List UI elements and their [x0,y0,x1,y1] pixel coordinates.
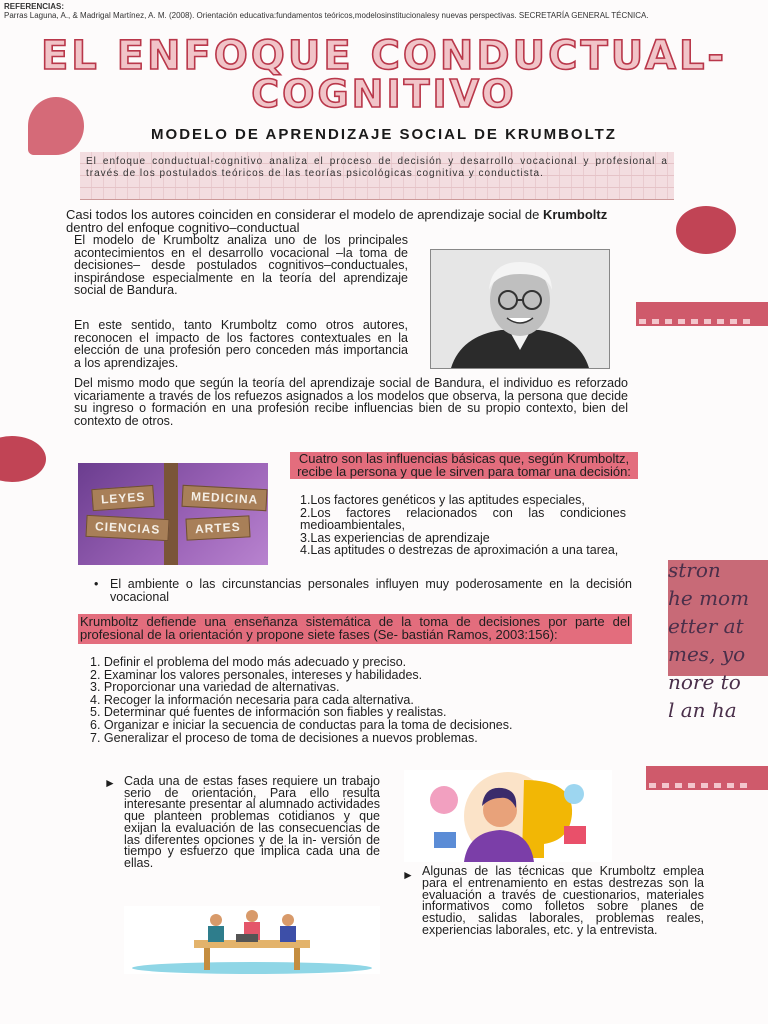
decorative-strip-2 [646,766,768,790]
arrow-icon: ► [104,776,116,790]
phases-list [90,656,640,744]
influences-bullet-text: El ambiente o las circunstancias personales influyen muy poderosamente en la decisión vocacional [110,577,632,604]
note-techniques: Algunas de las técnicas que Krumboltz emplea para el entrenamiento en estas destrezas son la evaluación a través de cuestionarios, materiales informativos como folletos sobre planes de estudio, salidas laborales, problemas reales, experiencias laborales, etc. y la entrevista. [422,864,704,937]
letter-line: mes, yo [668,642,746,666]
sign-leyes: LEYES [91,485,155,511]
page-title-line2: COGNITIVO [251,72,517,116]
group-meeting-drawing [124,906,380,974]
sign-artes: ARTES [185,515,250,540]
page-title-line1: EL ENFOQUE CONDUCTUAL- [40,33,728,79]
influence-item: 4.Las aptitudes o destrezas de aproximación a una tarea, [300,543,619,558]
decorative-circle-left [0,436,46,482]
letter-line: stron [668,558,721,582]
group-meeting-illustration [124,906,380,974]
krumboltz-portrait [430,249,610,369]
letter-line: etter at [668,614,744,638]
consensus-before: Casi todos los autores coinciden en considerar el modelo de aprendizaje social de [66,207,543,222]
subtitle: MODELO DE APRENDIZAJE SOCIAL DE KRUMBOLTZ [151,126,617,143]
phase-item: 2. Examinar los valores personales, intereses y habilidades. [90,667,423,682]
letter-line: l an ha [668,698,737,722]
influence-item: 1.Los factores genéticos y las aptitudes especiales, [300,493,585,507]
influence-item: 2.Los factores relacionados con las condiciones medioambientales, [300,505,626,533]
paragraph-3: Del mismo modo que según la teoría del aprendizaje social de Bandura, el individuo es reforzado vicariamente a través de los refuezos asignados a los modelos que observa, la persona que decide su ingreso o formación en una profesión recibe influencias bien de su propio contexto, bien del contexto de otros. [74,376,628,428]
phase-item: 6. Organizar e iniciar la secuencia de conductas para la toma de decisiones. [90,717,513,732]
references [4,2,768,20]
bullet-dot: • [94,577,99,591]
handwritten-letter-image [668,558,768,722]
signpost-image [78,463,268,565]
note-phases: Cada una de estas fases requiere un trabajo serio de orientación, Para ello resulta interesante presentar al alumnado actividades que planteen problemas cotidianos y que exijan la evaluación de las consecuencias de las diferentes opciones y de la in- versión de tiempo y esfuerzo que implica cada una de ellas. [124,774,380,870]
influence-item: 3.Las experiencias de aprendizaje [300,530,490,545]
phase-item: 4. Recoger la información necesaria para cada alternativa. [90,692,414,707]
signpost-pole [164,463,178,565]
intro-box: El enfoque conductual-cognitivo analiza el proceso de decisión y desarrollo vocacional y profesional a través de los postulados teóricos de las teorías psicológicas cognitiva y conductista. [80,152,674,200]
consensus-text [66,208,636,234]
references-text: Parras Laguna, A., & Madrigal Martínez, A. M. (2008). Orientación educativa:fundamentos teóricos,modelosinstitucionalesy nuevas perspectivas. SECRETARÍA GENERAL TÉCNICA. [4,11,649,20]
thinking-person-drawing [404,770,612,862]
phase-item: 5. Determinar qué fuentes de información son fiables y realistas. [90,705,447,720]
consensus-after: dentro del enfoque cognitivo–conductual [66,220,300,235]
influences-bullet [92,578,632,603]
decorative-strip-1 [636,302,768,326]
consensus-bold: Krumboltz [542,207,608,222]
decorative-circle-right [676,206,736,254]
paragraph-1: El modelo de Krumboltz analiza uno de los principales acontecimientos en el desarrollo vocacional –la toma de decisiones– desde postulados cognitivos–conductuales, inspirándose especialmente en la teoría del aprendizaje social de Bandura. [74,233,408,298]
thinking-person-illustration [404,770,612,862]
letter-line: he mom [668,586,750,610]
phase-item: 3. Proporcionar una variedad de alternativas. [90,680,340,695]
influences-heading: Cuatro son las influencias básicas que, según Krumboltz, recibe la persona y que le sirven para tomar una decisión: [290,452,638,479]
portrait-illustration [431,250,609,368]
sign-medicina: MEDICINA [181,485,267,511]
letter-line: nore to [668,670,741,694]
phase-item: 1. Definir el problema del modo más adecuado y preciso. [90,655,407,669]
phases-heading: Krumboltz defiende una enseñanza sistemática de la toma de decisiones por parte del profesional de la orientación y propone siete fases (Se- bastián Ramos, 2003:156): [80,614,630,642]
references-label: REFERENCIAS: [4,2,65,11]
sign-ciencias: CIENCIAS [85,515,169,541]
phase-item: 7. Generalizar el proceso de toma de decisiones a nuevos problemas. [90,730,478,745]
influences-list [300,494,626,557]
arrow-icon: ► [402,868,414,882]
paragraph-2: En este sentido, tanto Krumboltz como otros autores, reconocen el impacto de los factores contextuales en la elección de una profesión pero conceden más importancia a los aprendizajes. [74,318,408,370]
